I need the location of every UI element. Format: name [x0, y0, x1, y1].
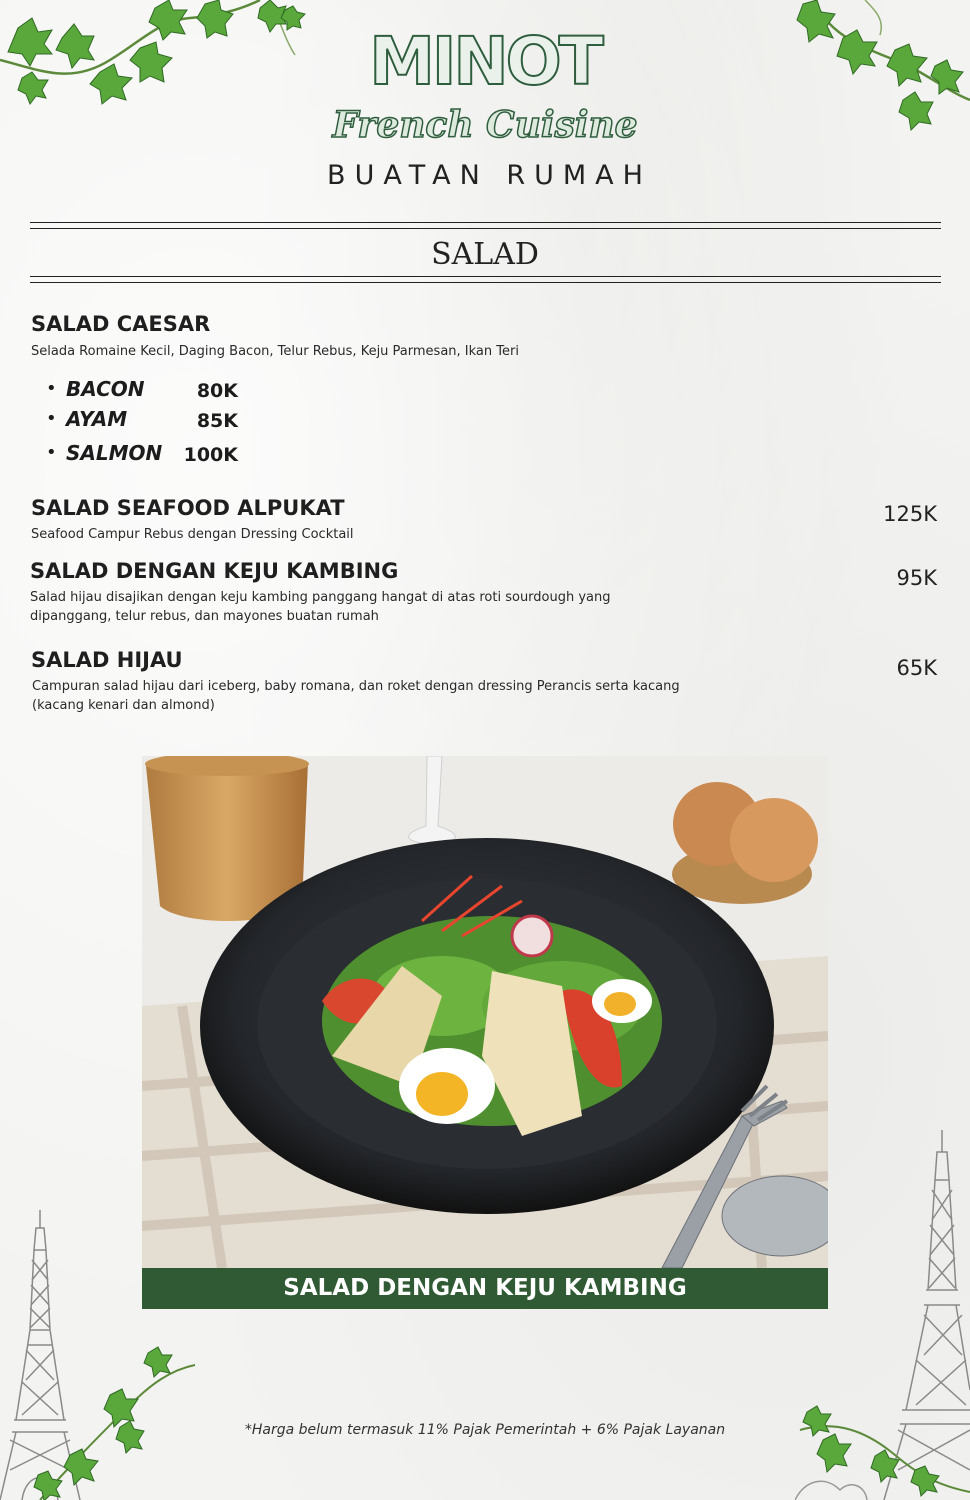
menu-item-name: SALAD SEAFOOD ALPUKAT: [31, 496, 345, 520]
menu-item-price: 95K: [896, 566, 937, 590]
variant-price: 100K: [183, 444, 238, 466]
menu-item-description: Salad hijau disajikan dengan keju kambing panggang hangat di atas roti sourdough yang dipanggang, telur rebus, dan mayones buatan rumah: [30, 590, 611, 624]
brand-logo: MINOT: [369, 23, 601, 100]
brand-subtitle: French Cuisine: [332, 104, 638, 146]
menu-item-price: 65K: [896, 656, 937, 680]
menu-item-description: Selada Romaine Kecil, Daging Bacon, Telur Rebus, Keju Parmesan, Ikan Teri: [31, 344, 519, 359]
tax-footnote: *Harga belum termasuk 11% Pajak Pemerintah + 6% Pajak Layanan: [244, 1422, 726, 1438]
divider-top-thin: [30, 228, 941, 229]
menu-item-name: SALAD HIJAU: [31, 648, 183, 672]
menu-item-description: Seafood Campur Rebus dengan Dressing Cocktail: [31, 527, 354, 542]
menu-item-name: SALAD CAESAR: [31, 312, 211, 336]
menu-item-name: SALAD DENGAN KEJU KAMBING: [30, 559, 399, 583]
divider-bottom-thin: [30, 276, 941, 277]
variant-name: SALMON: [66, 441, 163, 465]
bullet-icon: •: [46, 408, 57, 429]
bullet-icon: •: [46, 442, 57, 463]
variant-price: 85K: [196, 410, 238, 432]
section-title: SALAD: [431, 237, 539, 272]
variant-row: [46, 376, 266, 406]
tagline: BUATAN RUMAH: [327, 160, 652, 191]
ivy-bottom-right-decoration: [795, 1400, 970, 1500]
bullet-icon: •: [46, 378, 57, 399]
menu-item-price: 125K: [883, 502, 937, 526]
divider-bottom: [30, 282, 941, 283]
photo-caption: SALAD DENGAN KEJU KAMBING: [142, 1268, 828, 1309]
menu-item-description: Campuran salad hijau dari iceberg, baby romana, dan roket dengan dressing Perancis serta kacang (kacang kenari dan almond): [32, 679, 680, 713]
variant-row: [46, 440, 266, 470]
salad-photo: [142, 756, 828, 1268]
variant-name: BACON: [66, 377, 145, 401]
salad-plate-photo-icon: [142, 756, 828, 1268]
variant-row: [46, 406, 266, 436]
divider-top: [30, 222, 941, 223]
variant-name: AYAM: [66, 407, 128, 431]
variant-price: 80K: [196, 380, 238, 402]
